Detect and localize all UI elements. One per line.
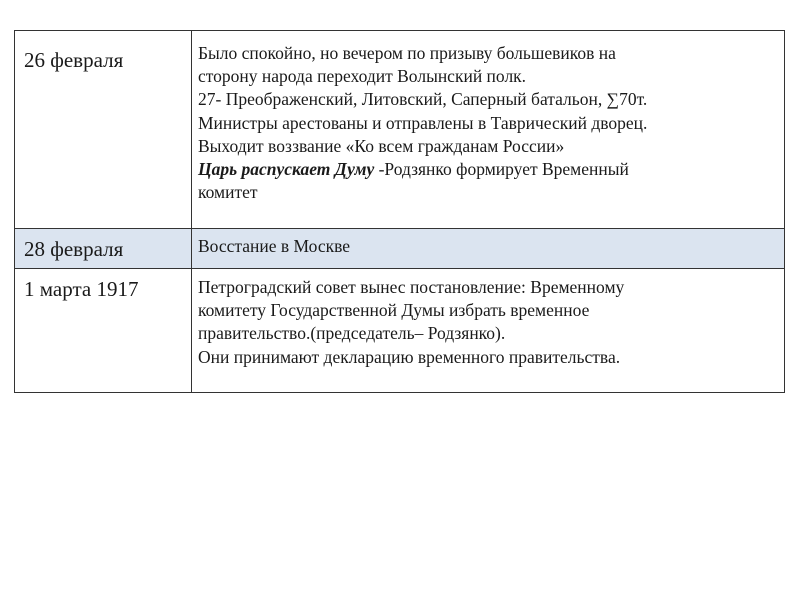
event-text-line: Выходит воззвание «Ко всем гражданам России» [198,135,565,156]
table-row [15,269,785,393]
event-text-line: сторону народа переходит Волынский полк. [198,66,527,87]
event-text-line: Петроградский совет вынес постановление: Временному [198,277,625,297]
event-description-cell [192,31,785,229]
date-cell: 1 марта 1917 [15,269,192,393]
table-row [15,31,785,229]
event-text-line: Министры арестованы и отправлены в Таврический дворец. [198,112,648,133]
date-cell: 26 февраля [15,31,192,229]
event-text-tail: -Родзянко формирует Временный [374,159,629,180]
event-text-line: комитету Государственной Думы избрать временное [198,300,590,321]
emphasized-event-text: Царь распускает Думу [198,159,375,180]
event-text-line: комитет [198,182,258,203]
event-description-cell [192,229,785,269]
event-description-cell [192,269,785,393]
event-text-line: правительство.(председатель– Родзянко). [198,323,506,344]
event-text-line [198,158,776,181]
event-text-line: 27- Преображенский, Литовский, Саперный батальон, ∑70т. [198,89,648,110]
event-text-line: Было спокойно, но вечером по призыву большевиков на [198,43,616,63]
table-row [15,229,785,269]
events-table [14,30,785,393]
date-cell: 28 февраля [15,229,192,269]
event-text-line: Они принимают декларацию временного правительства. [198,346,621,367]
event-text-line: Восстание в Москве [198,236,351,256]
